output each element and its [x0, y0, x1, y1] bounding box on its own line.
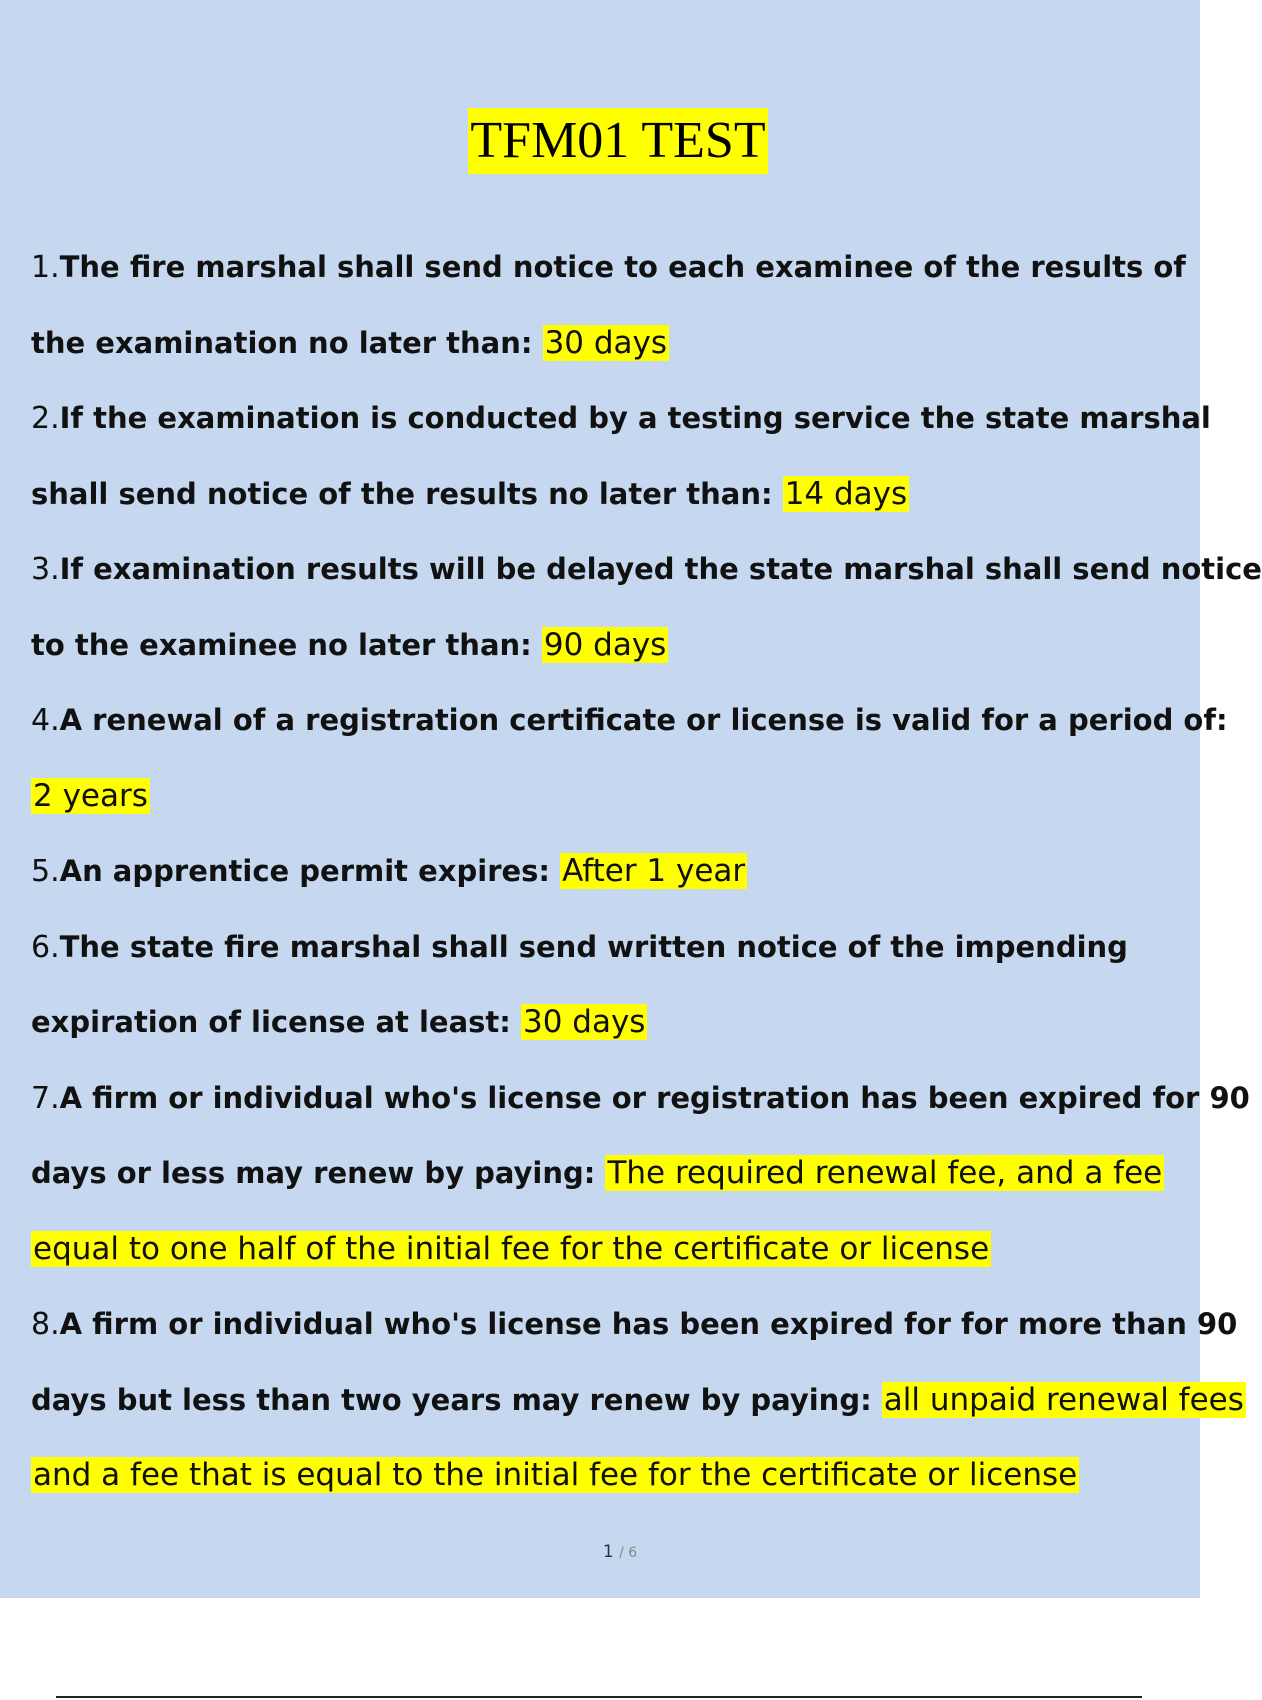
page-divider — [56, 1696, 1142, 1698]
question-line — [31, 321, 669, 365]
question-line — [31, 1000, 647, 1044]
answer-highlight: After 1 year — [562, 853, 746, 889]
question-line — [31, 623, 668, 667]
question-text: If examination results will be delayed the state marshal shall send notice — [59, 552, 1262, 586]
question-number: 3. — [31, 552, 60, 587]
question-line — [31, 774, 150, 818]
question-text: A firm or individual who's license has been expired for for more than 90 — [59, 1307, 1238, 1341]
question-number: 4. — [31, 703, 60, 738]
question-number: 1. — [31, 250, 60, 285]
question-text: The state fire marshal shall send written notice of the impending — [59, 929, 1128, 964]
question-line — [31, 1151, 1164, 1195]
question-text: If the examination is conducted by a testing service the state marshal — [59, 401, 1211, 435]
question-text: An apprentice permit expires: — [59, 854, 561, 888]
question-line — [31, 1453, 1079, 1497]
question-text: the examination no later than: — [31, 325, 543, 360]
question-line — [31, 1076, 1250, 1120]
answer-highlight: and a fee that is equal to the initial fee for the certificate or license — [33, 1457, 1078, 1493]
answer-highlight: 14 days — [784, 475, 908, 512]
title-wrap — [0, 108, 1236, 174]
question-line — [31, 245, 1186, 289]
answer-highlight: equal to one half of the initial fee for the certificate or license — [33, 1230, 990, 1267]
document-title: TFM01 TEST — [468, 108, 767, 174]
question-line — [31, 1227, 991, 1271]
question-text: The fire marshal shall send notice to each examinee of the results of — [59, 250, 1186, 284]
answer-highlight: 2 years — [33, 777, 148, 814]
answer-highlight: 30 days — [522, 1004, 646, 1040]
question-number: 5. — [31, 854, 60, 889]
answer-highlight: 30 days — [544, 324, 668, 361]
question-text: to the examinee no later than: — [31, 627, 542, 662]
question-line — [31, 925, 1128, 969]
page-number — [0, 1542, 1240, 1562]
question-number: 8. — [31, 1307, 60, 1342]
question-number: 7. — [31, 1080, 60, 1116]
question-text: A renewal of a registration certificate or license is valid for a period of: — [59, 703, 1228, 737]
page-current: 1 — [602, 1542, 614, 1562]
answer-highlight: all unpaid renewal fees — [883, 1381, 1244, 1418]
question-text: A firm or individual who's license or registration has been expired for 90 — [59, 1080, 1250, 1115]
question-text: shall send notice of the results no later than: — [31, 476, 783, 511]
answer-highlight: The required renewal fee, and a fee — [607, 1155, 1163, 1191]
question-text: expiration of license at least: — [31, 1005, 521, 1039]
answer-highlight: 90 days — [543, 626, 667, 663]
page-total: / 6 — [619, 1545, 638, 1561]
question-line — [31, 547, 1262, 591]
question-line — [31, 472, 909, 516]
question-number: 6. — [31, 929, 60, 965]
question-line — [31, 396, 1211, 440]
question-line — [31, 1302, 1237, 1346]
question-text: days but less than two years may renew by paying: — [31, 1382, 882, 1417]
question-line — [31, 849, 747, 893]
question-number: 2. — [31, 401, 60, 436]
question-text: days or less may renew by paying: — [31, 1156, 606, 1190]
question-line — [31, 1378, 1246, 1422]
question-line — [31, 698, 1228, 742]
